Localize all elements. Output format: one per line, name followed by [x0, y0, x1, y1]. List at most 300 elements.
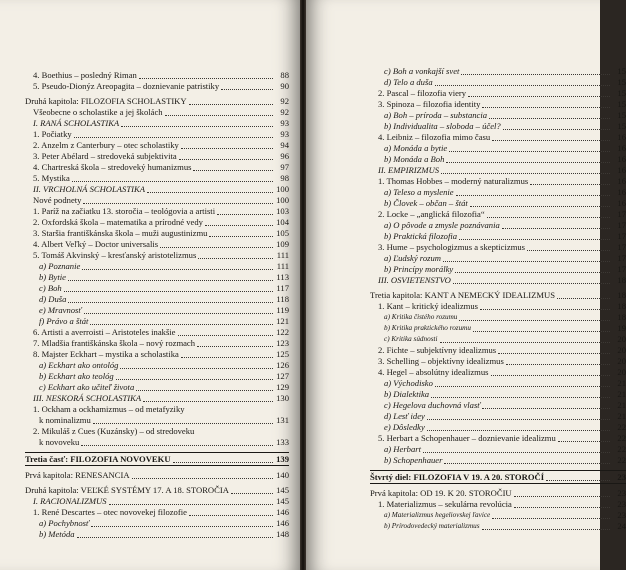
dot-leader — [427, 430, 610, 431]
toc-entry — [370, 345, 626, 356]
toc-entry — [370, 433, 626, 444]
toc-entry-title: Štvrtý diel: FILOZOFIA V 19. A 20. STOROČÍ — [370, 472, 545, 482]
toc-entry-page: 93 — [280, 118, 289, 128]
toc-entry-title: 3. Schelling – objektívny idealizmus — [378, 356, 504, 366]
toc-entry — [25, 305, 289, 316]
toc-entry-title: b) Človek – občan – štát — [384, 198, 468, 208]
toc-entry-title: II. EMPIRIZMUS — [378, 165, 440, 175]
toc-entry-page: 17 — [617, 253, 626, 263]
toc-entry-title: Prvá kapitola: RENESANCIA — [25, 470, 130, 480]
toc-entry-page: 15 — [617, 66, 626, 76]
dot-leader — [514, 507, 610, 508]
toc-entry — [370, 444, 626, 455]
toc-entry-title: 4. Leibniz – filozofia mimo času — [378, 132, 491, 142]
dot-leader — [506, 364, 610, 365]
toc-entry — [25, 129, 289, 140]
toc-entry — [25, 415, 289, 426]
toc-entry-title: 2. Locke – „anglická filozofia“ — [378, 209, 485, 219]
toc-entry-title: III. NESKORÁ SCHOLASTIKA — [33, 393, 142, 403]
toc-entry — [370, 209, 626, 220]
toc-entry-title: 2. Pascal – filozofia viery — [378, 88, 467, 98]
toc-entry — [25, 250, 289, 261]
toc-entry — [370, 154, 626, 165]
toc-entry — [370, 334, 626, 345]
toc-entry-title: c) Boh a vonkajší svet — [384, 66, 460, 76]
toc-entry — [370, 176, 626, 187]
toc-entry-title: c) Boh — [39, 283, 62, 293]
toc-entry — [25, 151, 289, 162]
toc-entry-page: 15 — [617, 99, 626, 109]
toc-entry — [25, 283, 289, 294]
dot-leader — [423, 452, 610, 453]
toc-entry-page: 16 — [617, 165, 626, 175]
toc-entry-page: 21 — [617, 400, 626, 410]
toc-entry — [370, 312, 626, 323]
toc-entry-page: 22 — [617, 422, 626, 432]
dot-leader — [173, 462, 273, 463]
toc-entry — [25, 81, 289, 92]
dot-leader — [461, 74, 610, 75]
toc-entry-title: b) Dialektika — [384, 389, 430, 399]
toc-entry-title: 2. Mikuláš z Cues (Kuzánsky) – od stredoveku — [33, 426, 195, 436]
toc-entry-page: 117 — [276, 283, 289, 293]
toc-entry — [25, 107, 289, 118]
toc-entry — [370, 455, 626, 466]
toc-entry-page: 23 — [617, 472, 626, 482]
toc-entry-title: e) Mravnosť — [39, 305, 82, 315]
toc-entry-title: a) Monáda a bytie — [384, 143, 448, 153]
toc-entry — [370, 187, 626, 198]
toc-entry — [25, 70, 289, 81]
toc-entry-page: 21 — [617, 411, 626, 421]
toc-entry-page: 97 — [280, 162, 289, 172]
toc-entry-page: 15 — [617, 88, 626, 98]
toc-entry-page: 17 — [617, 231, 626, 241]
toc-entry — [25, 184, 289, 195]
toc-entry-page: 24 — [617, 521, 626, 531]
toc-entry-page: 22 — [617, 444, 626, 454]
toc-entry — [370, 521, 626, 532]
toc-entry-page: 140 — [276, 470, 289, 480]
toc-entry — [370, 510, 626, 521]
toc-entry-page: 111 — [276, 261, 289, 271]
toc-entry-title: f) Právo a štát — [39, 316, 89, 326]
toc-entry-page: 92 — [280, 96, 289, 106]
dot-leader — [492, 140, 610, 141]
dot-leader — [74, 137, 273, 138]
toc-entry — [25, 452, 289, 466]
dot-leader — [440, 342, 610, 343]
toc-entry — [370, 231, 626, 242]
toc-entry — [25, 470, 289, 481]
toc-entry-title: 4. Albert Veľký – Doctor universalis — [33, 239, 159, 249]
toc-entry-page: 18 — [617, 290, 626, 300]
toc-entry — [370, 275, 626, 286]
toc-entry — [25, 96, 289, 107]
dot-leader — [498, 353, 610, 354]
toc-entry — [25, 393, 289, 404]
dot-leader — [139, 78, 273, 79]
toc-entry-title: b) Prírodovedecký materializmus — [384, 522, 480, 530]
toc-entry-title: 1. Thomas Hobbes – moderný naturalizmus — [378, 176, 529, 186]
toc-entry-page: 119 — [276, 305, 289, 315]
toc-entry — [370, 499, 626, 510]
toc-entry-page: 20 — [617, 334, 626, 344]
toc-entry-title: a) Poznanie — [39, 261, 81, 271]
toc-entry-page: 88 — [280, 70, 289, 80]
toc-entry — [25, 195, 289, 206]
right-page — [306, 0, 626, 570]
dot-leader — [527, 250, 610, 251]
toc-entry-page: 18 — [617, 312, 626, 322]
toc-entry-page: 20 — [617, 345, 626, 355]
toc-entry-title: III. OSVIETENSTVO — [378, 275, 451, 285]
toc-entry — [370, 198, 626, 209]
toc-entry — [25, 518, 289, 529]
toc-left — [25, 70, 289, 540]
dot-leader — [82, 269, 273, 270]
dot-leader — [459, 239, 610, 240]
dot-leader — [482, 529, 610, 530]
toc-entry — [25, 496, 289, 507]
dot-leader — [84, 313, 273, 314]
toc-entry-page: 16 — [617, 132, 626, 142]
toc-entry-page: 20 — [617, 367, 626, 377]
dot-leader — [459, 320, 610, 321]
toc-entry — [370, 378, 626, 389]
toc-entry-page: 127 — [276, 371, 289, 381]
dot-leader — [217, 214, 273, 215]
toc-entry-page: 20 — [617, 356, 626, 366]
toc-entry-title: a) Boh – príroda – substancia — [384, 110, 488, 120]
toc-entry-page: 118 — [276, 294, 289, 304]
toc-entry-title: a) Teleso a myslenie — [384, 187, 454, 197]
toc-entry-page: 15 — [617, 121, 626, 131]
toc-right — [370, 66, 626, 532]
toc-entry — [370, 110, 626, 121]
dot-leader — [482, 107, 610, 108]
dot-leader — [453, 283, 610, 284]
toc-entry-title: b) Kritika praktického rozumu — [384, 324, 471, 332]
toc-entry-page: 96 — [280, 151, 289, 161]
dot-leader — [165, 115, 273, 116]
toc-entry-page: 125 — [276, 349, 289, 359]
toc-entry — [370, 389, 626, 400]
toc-entry — [25, 349, 289, 360]
toc-entry — [25, 327, 289, 338]
toc-entry-title: 2. Anzelm z Canterbury – otec scholastiky — [33, 140, 179, 150]
toc-entry-page: 123 — [276, 338, 289, 348]
toc-entry-title: 4. Boethius – posledný Riman — [33, 70, 137, 80]
toc-entry-title: a) Pochybnosť — [39, 518, 90, 528]
toc-entry-page: 94 — [280, 140, 289, 150]
dot-leader — [231, 493, 273, 494]
toc-entry-page: 100 — [276, 184, 289, 194]
toc-entry — [25, 118, 289, 129]
toc-entry-title: 3. Spinoza – filozofia identity — [378, 99, 481, 109]
toc-entry — [25, 485, 289, 496]
toc-entry-page: 22 — [617, 433, 626, 443]
dot-leader — [449, 151, 610, 152]
toc-entry-page: 103 — [276, 206, 289, 216]
toc-entry-title: II. VRCHOLNÁ SCHOLASTIKA — [33, 184, 145, 194]
toc-entry-title: b) Metóda — [39, 529, 75, 539]
toc-entry-title: 5. Tomáš Akvinský – kresťanský aristotelizmus — [33, 250, 197, 260]
dot-leader — [221, 89, 273, 90]
dot-leader — [147, 192, 273, 193]
toc-entry-title: c) Eckhart ako učiteľ života — [39, 382, 135, 392]
dot-leader — [468, 96, 610, 97]
toc-entry — [370, 323, 626, 334]
toc-entry — [25, 272, 289, 283]
dot-leader — [136, 390, 273, 391]
dot-leader — [446, 162, 610, 163]
toc-entry-title: a) Herbart — [384, 444, 421, 454]
toc-entry — [25, 294, 289, 305]
toc-entry — [370, 356, 626, 367]
dot-leader — [473, 331, 610, 332]
toc-entry — [25, 360, 289, 371]
toc-entry — [370, 88, 626, 99]
dot-leader — [143, 401, 273, 402]
toc-entry-title: 3. Peter Abélard – stredoveká subjektivita — [33, 151, 177, 161]
toc-entry — [25, 382, 289, 393]
toc-entry-page: 16 — [617, 198, 626, 208]
toc-entry-title: I. RACIONALIZMUS — [33, 496, 107, 506]
dot-leader — [193, 170, 273, 171]
toc-entry-page: 146 — [276, 507, 289, 517]
toc-entry-title: 1. Kant – kritický idealizmus — [378, 301, 478, 311]
toc-entry — [25, 239, 289, 250]
dot-leader — [205, 225, 273, 226]
toc-entry-title: a) O pôvode a zmysle poznávania — [384, 220, 500, 230]
toc-entry-title: 3. Staršia františkánska škola – muži augustinizmu — [33, 228, 208, 238]
toc-entry-title: 2. Fichte – subjektívny idealizmus — [378, 345, 497, 355]
toc-entry — [370, 66, 626, 77]
dot-leader — [491, 375, 610, 376]
dot-leader — [68, 302, 273, 303]
toc-entry-title: a) Kritika čistého rozumu — [384, 313, 458, 321]
toc-entry-page: 17 — [617, 264, 626, 274]
toc-entry-page: 131 — [276, 415, 289, 425]
toc-entry-title: e) Dôsledky — [384, 422, 425, 432]
toc-entry-page: 17 — [617, 242, 626, 252]
toc-entry-page: 15 — [617, 110, 626, 120]
toc-entry-title: d) Duša — [39, 294, 67, 304]
dot-leader — [503, 129, 610, 130]
toc-entry-title: 5. Pseudo-Dionýz Areopagita – doznievanie patristiky — [33, 81, 220, 91]
toc-entry-title: 1. René Descartes – otec novovekej filozofie — [33, 507, 187, 517]
toc-entry-title: 6. Artisti a averroisti – Aristoteles inakšie — [33, 327, 176, 337]
dot-leader — [160, 247, 273, 248]
toc-entry-title: 1. Počiatky — [33, 129, 72, 139]
toc-entry-page: 109 — [276, 239, 289, 249]
toc-entry-page: 16 — [617, 187, 626, 197]
dot-leader — [502, 228, 610, 229]
dot-leader — [181, 357, 273, 358]
toc-entry — [25, 217, 289, 228]
toc-entry-title: c) Hegelova duchovná vlasť — [384, 400, 481, 410]
toc-entry-page: 104 — [276, 217, 289, 227]
toc-entry-title: 2. Oxfordská škola – matematika a prírodné vedy — [33, 217, 203, 227]
dot-leader — [441, 173, 610, 174]
toc-entry-title: a) Materializmus hegeliovskej ľavice — [384, 511, 491, 519]
toc-entry-page: 98 — [280, 173, 289, 183]
toc-entry — [370, 400, 626, 411]
toc-entry — [25, 338, 289, 349]
dot-leader — [480, 309, 610, 310]
dot-leader — [64, 291, 273, 292]
toc-entry-page: 133 — [276, 437, 289, 447]
toc-entry-page: 92 — [280, 107, 289, 117]
toc-entry-title: d) Lesť idey — [384, 411, 425, 421]
toc-entry-title: Všeobecne o scholastike a jej školách — [33, 107, 163, 117]
toc-entry-page: 16 — [617, 176, 626, 186]
toc-entry-page: 93 — [280, 129, 289, 139]
toc-entry — [25, 316, 289, 327]
dot-leader — [530, 184, 610, 185]
dot-leader — [121, 126, 273, 127]
toc-entry-title: Druhá kapitola: FILOZOFIA SCHOLASTIKY — [25, 96, 187, 106]
toc-entry — [25, 206, 289, 217]
toc-entry-title: Tretia časť: FILOZOFIA NOVOVEKU — [25, 454, 171, 464]
toc-entry-title: a) Východisko — [384, 378, 433, 388]
dot-leader — [514, 496, 610, 497]
toc-entry-title: I. RANÁ SCHOLASTIKA — [33, 118, 120, 128]
toc-entry-page: 17 — [617, 220, 626, 230]
toc-entry-title: Nové podnety — [33, 195, 82, 205]
toc-entry — [370, 411, 626, 422]
dot-leader — [489, 118, 610, 119]
dot-leader — [455, 272, 610, 273]
toc-entry — [370, 220, 626, 231]
toc-entry-page: 18 — [617, 301, 626, 311]
toc-entry-page: 17 — [617, 209, 626, 219]
toc-entry — [25, 173, 289, 184]
toc-entry-title: b) Individualita – sloboda – účel? — [384, 121, 501, 131]
toc-entry-title: 1. Ockham a ockhamizmus – od metafyziky — [33, 404, 185, 414]
toc-entry-page: 19 — [617, 323, 626, 333]
toc-entry-title: b) Monáda a Boh — [384, 154, 445, 164]
dot-leader — [443, 261, 610, 262]
toc-entry — [370, 470, 626, 484]
toc-entry-page: 105 — [276, 228, 289, 238]
toc-entry — [25, 371, 289, 382]
toc-entry-page: 146 — [276, 518, 289, 528]
toc-entry-page: 23 — [617, 510, 626, 520]
toc-entry-title: Tretia kapitola: KANT A NEMECKÝ IDEALIZMUS — [370, 290, 555, 300]
toc-entry — [25, 228, 289, 239]
dot-leader — [209, 236, 273, 237]
dot-leader — [93, 423, 273, 424]
toc-entry-page: 18 — [617, 275, 626, 285]
toc-entry — [25, 140, 289, 151]
toc-entry — [370, 132, 626, 143]
dot-leader — [557, 298, 610, 299]
toc-entry-page: 15 — [617, 77, 626, 87]
dot-leader — [456, 195, 610, 196]
toc-entry — [25, 261, 289, 272]
dot-leader — [470, 206, 610, 207]
toc-entry-title: Prvá kapitola: OD 19. K 20. STOROČIU — [370, 488, 512, 498]
dot-leader — [77, 537, 273, 538]
toc-entry — [370, 290, 626, 301]
dot-leader — [431, 397, 610, 398]
toc-entry-title: 1. Paríž na začiatku 13. storočia – teológovia a artisti — [33, 206, 216, 216]
dot-leader — [197, 346, 273, 347]
dot-leader — [189, 515, 273, 516]
toc-entry — [370, 165, 626, 176]
toc-entry — [25, 426, 289, 437]
toc-entry-page: 90 — [280, 81, 289, 91]
toc-entry-page: 100 — [276, 195, 289, 205]
toc-entry — [25, 404, 289, 415]
toc-entry — [370, 422, 626, 433]
dot-leader — [109, 504, 273, 505]
dot-leader — [132, 478, 273, 479]
dot-leader — [116, 379, 273, 380]
dot-leader — [444, 463, 610, 464]
toc-entry — [370, 367, 626, 378]
dot-leader — [546, 480, 610, 481]
toc-entry-page: 113 — [276, 272, 289, 282]
dot-leader — [198, 258, 273, 259]
toc-entry-title: 3. Hume – psychologizmus a skepticizmus — [378, 242, 526, 252]
toc-entry-title: b) Schopenhauer — [384, 455, 443, 465]
toc-entry-title: c) Kritika súdnosti — [384, 335, 438, 343]
dot-leader — [558, 441, 610, 442]
toc-entry-page: 145 — [276, 485, 289, 495]
dot-leader — [482, 408, 610, 409]
toc-entry-page: 129 — [276, 382, 289, 392]
toc-entry-title: 5. Mystika — [33, 173, 70, 183]
toc-entry-page: 16 — [617, 143, 626, 153]
toc-entry-title: Druhá kapitola: VEĽKÉ SYSTÉMY 17. A 18. STOROČIA — [25, 485, 229, 495]
toc-entry-title: k novoveku — [39, 437, 80, 447]
toc-entry-page: 111 — [276, 250, 289, 260]
dot-leader — [178, 335, 274, 336]
dot-leader — [179, 159, 273, 160]
toc-entry-title: b) Princípy morálky — [384, 264, 454, 274]
toc-entry-page: 148 — [276, 529, 289, 539]
toc-entry-page: 139 — [276, 454, 289, 464]
toc-entry-title: 1. Materializmus – sekulárna revolúcia — [378, 499, 512, 509]
dot-leader — [189, 104, 273, 105]
dot-leader — [181, 148, 273, 149]
toc-entry-page: 23 — [617, 488, 626, 498]
dot-leader — [492, 518, 610, 519]
dot-leader — [81, 445, 273, 446]
toc-entry-page: 16 — [617, 154, 626, 164]
toc-entry-title: a) Eckhart ako ontológ — [39, 360, 119, 370]
toc-entry-title: 7. Mladšia františkánska škola – nový rozmach — [33, 338, 196, 348]
toc-entry-page: 21 — [617, 389, 626, 399]
toc-entry-page: 23 — [617, 499, 626, 509]
toc-entry — [25, 162, 289, 173]
toc-entry-page: 126 — [276, 360, 289, 370]
toc-entry-title: b) Eckhart ako teológ — [39, 371, 114, 381]
dot-leader — [83, 203, 273, 204]
dot-leader — [91, 526, 273, 527]
dot-leader — [427, 419, 610, 420]
dot-leader — [120, 368, 273, 369]
toc-entry — [25, 437, 289, 448]
toc-entry-page: 21 — [617, 378, 626, 388]
toc-entry — [370, 143, 626, 154]
dot-leader — [72, 181, 273, 182]
left-page — [0, 0, 300, 570]
toc-entry-page: 145 — [276, 496, 289, 506]
